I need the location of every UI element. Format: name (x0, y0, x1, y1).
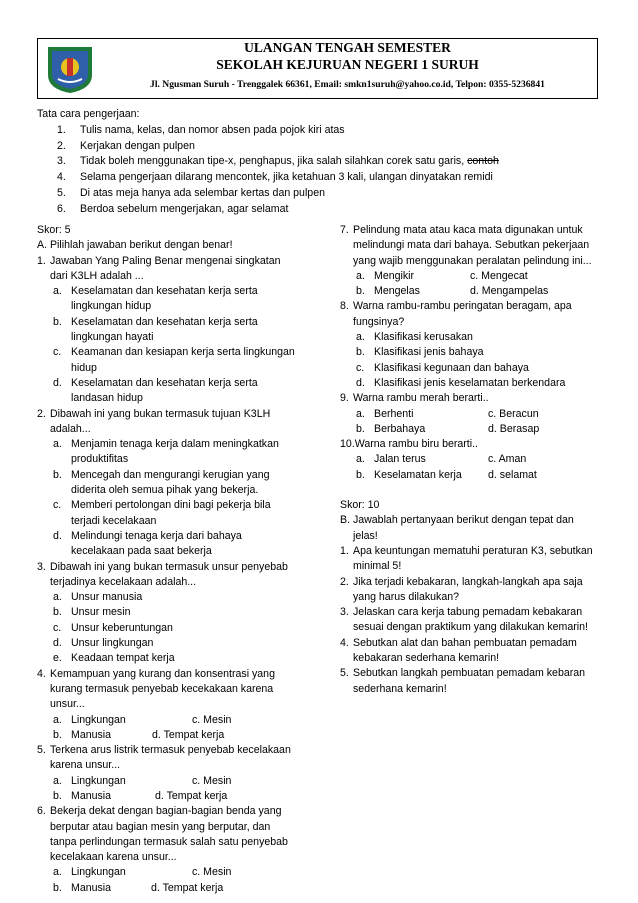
option (37, 468, 327, 499)
option-text: c. Aman (488, 453, 527, 466)
heading-text: jelas! (353, 529, 378, 542)
question-4 (37, 667, 327, 713)
question-text: dari K3LH adalah ... (50, 269, 144, 282)
section-a-heading: A. Pilihlah jawaban berikut dengan benar! (37, 239, 233, 252)
question-text: terjadinya kecelakaan adalah... (50, 575, 197, 588)
option-letter: b. (53, 468, 62, 481)
question-text: kurang termasuk penyebab kecekakaan karena (50, 682, 274, 695)
option-text: Klasifikasi jenis keselamatan berkendara (374, 376, 566, 389)
essay-question-2 (340, 575, 602, 606)
question-text: Apa keuntungan mematuhi peraturan K3, sebutkan (353, 544, 593, 557)
option-letter: b. (356, 346, 365, 359)
question-text: yang wajib menggunakan peralatan pelindung ini... (353, 254, 592, 267)
option-text: c. Mesin (192, 866, 232, 879)
question-number: 2. (340, 575, 349, 588)
question-number: 5. (340, 667, 349, 680)
option-text: Jalan terus (374, 453, 426, 466)
option-row (37, 881, 327, 896)
option (37, 345, 327, 376)
option-row (37, 789, 327, 804)
option-text: d. Tempat kerja (152, 728, 225, 741)
item-text: Kerjakan dengan pulpen (80, 139, 195, 152)
question-text: Kemampuan yang kurang dan konsentrasi yang (50, 667, 275, 680)
option-text: Berhenti (374, 407, 414, 420)
question-text: berputar atau bagian mesin yang berputar, dan (50, 820, 271, 833)
option-text: Keamanan dan kesiapan kerja serta lingkungan (71, 346, 295, 359)
exam-title: ULANGAN TENGAH SEMESTER (244, 40, 451, 55)
question-number: 1. (340, 544, 349, 557)
option-text: Mencegah dan mengurangi kerugian yang (71, 468, 270, 481)
essay-question-4 (340, 636, 602, 667)
option-letter: a. (53, 866, 62, 879)
option (340, 376, 602, 391)
item-text: Selama pengerjaan dilarang mencontek, jika ketahuan 3 kali, ulangan dinyatakan remidi (80, 171, 493, 184)
option-text: Menjamin tenaga kerja dalam meningkatkan (71, 438, 279, 451)
option-text: Unsur manusia (71, 591, 143, 604)
right-column (340, 223, 602, 697)
item-number: 4. (57, 171, 66, 184)
option-letter: a. (53, 591, 62, 604)
question-text: Warna rambu merah berarti.. (353, 392, 489, 405)
question-9 (340, 391, 602, 406)
item-text: Tidak boleh menggunakan tipe-x, penghapus, jika salah silahkan corek satu garis, (80, 155, 468, 168)
option-text: lingkungan hayati (71, 331, 154, 344)
option-row (340, 407, 602, 422)
question-text: Warna rambu biru berarti.. (354, 438, 478, 451)
option-letter: c. (53, 346, 62, 359)
essay-question-5 (340, 666, 602, 697)
option-letter: b. (356, 468, 365, 481)
question-text: kecelakaan karena unsur... (50, 851, 177, 864)
item-text: Di atas meja hanya ada selembar kertas dan pulpen (80, 186, 325, 199)
question-text: kebakaran sederhana kemarin! (353, 652, 500, 665)
instruction-item (37, 139, 597, 155)
option (37, 636, 327, 651)
option-letter: a. (356, 453, 365, 466)
option-letter: b. (53, 881, 62, 894)
option-letter: d. (53, 376, 62, 389)
instruction-item (37, 154, 597, 170)
option-letter: c. (53, 499, 62, 512)
question-3 (37, 560, 327, 591)
option-row (37, 713, 327, 728)
question-2 (37, 407, 327, 438)
option-text: d. Tempat kerja (151, 881, 224, 894)
question-text: sesuai dengan praktikum yang dilakukan kemarin! (353, 621, 588, 634)
option-letter: a. (356, 269, 365, 282)
option-letter: d. (356, 376, 365, 389)
section-b-score: Skor: 10 (340, 499, 380, 512)
instructions-heading: Tata cara pengerjaan: (37, 108, 140, 120)
option (37, 590, 327, 605)
option-text: c. Mesin (192, 713, 232, 726)
option-row (37, 865, 327, 880)
option-text: Mengelas (374, 285, 420, 298)
question-number: 1. (37, 254, 46, 267)
option-letter: d. (53, 529, 62, 542)
option (340, 361, 602, 376)
option-letter: e. (53, 652, 62, 665)
item-number: 2. (57, 139, 66, 152)
section-a-score: Skor: 5 (37, 224, 71, 236)
option-text: d. Berasap (488, 422, 540, 435)
option (37, 284, 327, 315)
option (340, 330, 602, 345)
item-number: 6. (57, 202, 66, 215)
question-7 (340, 223, 602, 269)
option-text: lingkungan hidup (71, 300, 152, 313)
option-letter: b. (356, 285, 365, 298)
option-text: diderita oleh semua pihak yang bekerja. (71, 484, 259, 497)
option (37, 315, 327, 346)
section-b-heading (340, 513, 602, 544)
option-text: Keselamatan dan kesehatan kerja serta (71, 285, 258, 298)
instruction-item (37, 170, 597, 186)
option-text: Klasifikasi kerusakan (374, 331, 473, 344)
question-10 (340, 437, 602, 452)
option-text: Melindungi tenaga kerja dari bahaya (71, 529, 242, 542)
option-row (37, 774, 327, 789)
question-number: 4. (340, 636, 349, 649)
option (37, 529, 327, 560)
option (37, 437, 327, 468)
item-number: 5. (57, 186, 66, 199)
option-letter: c. (53, 621, 62, 634)
option-row (340, 468, 602, 483)
option-letter: b. (356, 422, 365, 435)
left-column (37, 223, 327, 896)
option-row (340, 284, 602, 299)
question-8 (340, 299, 602, 330)
question-text: Dibawah ini yang bukan termasuk tujuan K3LH (50, 407, 271, 420)
question-text: minimal 5! (353, 560, 402, 573)
question-number: 6. (37, 805, 46, 818)
option-text: terjadi kecelakaan (71, 514, 157, 527)
question-number: 2. (37, 407, 46, 420)
item-text: Berdoa sebelum mengerjakan, agar selamat (80, 202, 289, 215)
option (37, 621, 327, 636)
option-text: d. Tempat kerja (155, 789, 228, 802)
option-row (340, 452, 602, 467)
option-text: Lingkungan (71, 866, 126, 879)
instructions (37, 107, 597, 218)
option-text: Klasifikasi kegunaan dan bahaya (374, 361, 529, 374)
question-1 (37, 254, 327, 285)
option-text: Mengikir (374, 269, 415, 282)
item-number: 3. (57, 155, 66, 168)
instruction-item (37, 123, 597, 139)
heading-text: B. Jawablah pertanyaan berikut dengan tepat dan (340, 514, 574, 527)
option-text: c. Mengecat (470, 269, 528, 282)
option-letter: a. (53, 438, 62, 451)
question-text: melindungi mata dari bahaya. Sebutkan pekerjaan (353, 239, 590, 252)
instruction-item (37, 186, 597, 202)
option-text: Manusia (71, 789, 112, 802)
essay-question-1 (340, 544, 602, 575)
option-row (340, 269, 602, 284)
question-5 (37, 743, 327, 774)
option-letter: c. (356, 361, 365, 374)
option-text: d. selamat (488, 468, 537, 481)
option-letter: d. (53, 637, 62, 650)
question-text: sederhana kemarin! (353, 682, 447, 695)
option-text: Unsur keberuntungan (71, 621, 173, 634)
struck-word: contoh (467, 155, 499, 168)
option-letter: a. (53, 774, 62, 787)
option-text: Unsur lingkungan (71, 637, 154, 650)
question-text: unsur... (50, 698, 85, 711)
option-text: Keadaan tempat kerja (71, 652, 175, 665)
question-text: Pelindung mata atau kaca mata digunakan untuk (353, 224, 583, 236)
question-number: 9. (340, 392, 349, 405)
question-text: Dibawah ini yang bukan termasuk unsur penyebab (50, 560, 288, 573)
option-text: Manusia (71, 881, 112, 894)
question-text: Bekerja dekat dengan bagian-bagian benda yang (50, 805, 282, 818)
option-letter: b. (53, 789, 62, 802)
question-number: 3. (37, 560, 46, 573)
option-text: Keselamatan kerja (374, 468, 462, 481)
option-text: Keselamatan dan kesehatan kerja serta (71, 315, 258, 328)
option-text: Manusia (71, 728, 112, 741)
instruction-item (37, 202, 597, 218)
question-6 (37, 804, 327, 865)
question-number: 7. (340, 224, 349, 236)
option-letter: b. (53, 606, 62, 619)
option-letter: a. (356, 331, 365, 344)
instructions-list (37, 123, 597, 218)
question-text: tanpa perlindungan termasuk salah satu penyebab (50, 835, 288, 848)
school-name: SEKOLAH KEJURUAN NEGERI 1 SURUH (216, 57, 479, 72)
option-text: Lingkungan (71, 774, 126, 787)
option-text: Memberi pertolongan dini bagi pekerja bila (71, 499, 271, 512)
option-text: Keselamatan dan kesehatan kerja serta (71, 376, 258, 389)
question-text: Warna rambu-rambu peringatan beragam, apa (353, 300, 572, 313)
option-text: c. Beracun (488, 407, 539, 420)
option-row (37, 728, 327, 743)
option-text: Klasifikasi jenis bahaya (374, 346, 484, 359)
option (340, 345, 602, 360)
school-address: Jl. Ngusman Suruh - Trenggalek 66361, Email: smkn1suruh@yahoo.co.id, Telpon: 0355-5236841 (150, 79, 545, 90)
option-text: produktifitas (71, 453, 129, 466)
option-letter: a. (356, 407, 365, 420)
essay-question-3 (340, 605, 602, 636)
option-text: Berbahaya (374, 422, 426, 435)
question-number: 3. (340, 606, 349, 619)
item-number: 1. (57, 123, 66, 136)
option-text: kecelakaan pada saat bekerja (71, 545, 212, 558)
option-letter: b. (53, 315, 62, 328)
option-text: hidup (71, 361, 97, 374)
question-text: Sebutkan alat dan bahan pembuatan pemadam (353, 636, 577, 649)
option-text: landasan hidup (71, 392, 143, 405)
question-number: 10. (340, 438, 355, 451)
option-text: Lingkungan (71, 713, 126, 726)
school-logo (44, 43, 96, 95)
option (37, 376, 327, 407)
option-text: d. Mengampelas (470, 285, 549, 298)
option-letter: a. (53, 713, 62, 726)
exam-header (37, 38, 598, 99)
option-row (340, 422, 602, 437)
option-letter: a. (53, 285, 62, 298)
option (37, 605, 327, 620)
question-text: karena unsur... (50, 759, 121, 772)
question-text: Jelaskan cara kerja tabung pemadam kebakaran (353, 606, 583, 619)
option-text: c. Mesin (192, 774, 232, 787)
option-text: Unsur mesin (71, 606, 131, 619)
question-number: 5. (37, 744, 46, 757)
question-text: yang harus dilakukan? (353, 590, 460, 603)
item-text: Tulis nama, kelas, dan nomor absen pada pojok kiri atas (80, 123, 345, 136)
question-number: 4. (37, 667, 46, 680)
question-text: fungsinya? (353, 315, 405, 328)
option (37, 651, 327, 666)
option (37, 498, 327, 529)
question-text: Jawaban Yang Paling Benar mengenai singkatan (50, 254, 281, 267)
question-number: 8. (340, 300, 349, 313)
option-letter: b. (53, 728, 62, 741)
question-text: Jika terjadi kebakaran, langkah-langkah apa saja (353, 575, 583, 588)
question-text: Sebutkan langkah pembuatan pemadam kebaran (353, 667, 586, 680)
question-text: adalah... (50, 422, 91, 435)
question-text: Terkena arus listrik termasuk penyebab kecelakaan (50, 744, 291, 757)
